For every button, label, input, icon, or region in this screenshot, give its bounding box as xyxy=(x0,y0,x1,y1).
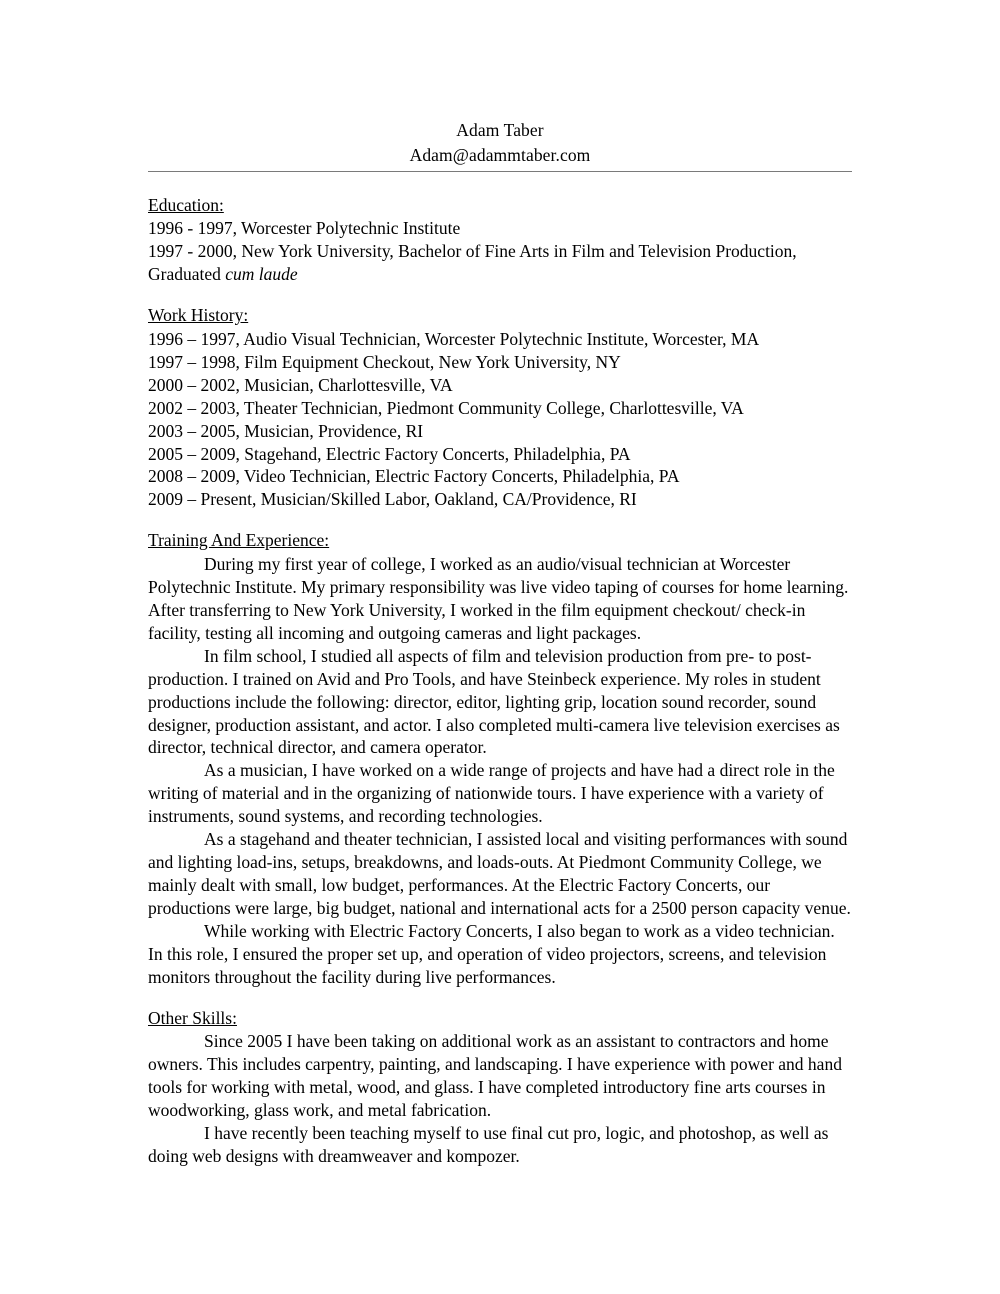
applicant-email: Adam@adammtaber.com xyxy=(409,144,591,165)
other-skills-paragraph: I have recently been teaching myself to use final cut pro, logic, and photoshop, as well as doing web designs with dreamweaver and kompozer. xyxy=(148,1123,829,1166)
training-heading: Training And Experience: xyxy=(148,530,330,551)
education-line: 1996 - 1997, Worcester Polytechnic Institute xyxy=(148,218,461,239)
training-paragraph: As a stagehand and theater technician, I assisted local and visiting performances with sound and lighting load-ins, setups, breakdowns, and loads-outs. At Piedmont Community College, we mainly dealt with small, low budget, performances. At the Electric Factory Concerts, our productions were large, big budget, national and international acts for a 2500 person capacity venue. xyxy=(148,829,851,918)
section-other-skills xyxy=(148,1007,852,1168)
section-training-and-experience xyxy=(148,529,852,988)
work-history-item: 2002 – 2003, Theater Technician, Piedmont Community College, Charlottesville, VA xyxy=(148,397,744,418)
training-paragraph: During my first year of college, I worked as an audio/visual technician at Worcester Polytechnic Institute. My primary responsibility was live video taping of courses for home learning. After transferring to New York University, I worked in the film equipment checkout/ check-in facility, testing all incoming and outgoing cameras and light packages. xyxy=(148,554,849,643)
applicant-name: Adam Taber xyxy=(456,120,544,140)
training-paragraph: In film school, I studied all aspects of film and television production from pre- to post-production. I trained on Avid and Pro Tools, and have Steinbeck experience. My roles in student productions include the following: director, editor, lighting grip, location sound recorder, sound designer, production assistant, and actor. I also completed multi-camera live television exercises as director, technical director, and camera operator. xyxy=(148,645,840,758)
work-history-item: 2003 – 2005, Musician, Providence, RI xyxy=(148,420,424,441)
work-history-item: 1997 – 1998, Film Equipment Checkout, New York University, NY xyxy=(148,351,621,372)
education-heading: Education: xyxy=(148,194,224,215)
education-line xyxy=(148,263,852,286)
work-history-item: 2005 – 2009, Stagehand, Electric Factory Concerts, Philadelphia, PA xyxy=(148,443,631,464)
work-history-item: 1996 – 1997, Audio Visual Technician, Worcester Polytechnic Institute, Worcester, MA xyxy=(148,328,760,349)
training-paragraph: As a musician, I have worked on a wide range of projects and have had a direct role in the writing of material and in the organizing of nationwide tours. I have experience with a variety of instruments, sound systems, and recording technologies. xyxy=(148,760,835,827)
education-line: 1997 - 2000, New York University, Bachelor of Fine Arts in Film and Television Production, xyxy=(148,241,797,262)
header-divider xyxy=(148,171,852,172)
work-history-heading: Work History: xyxy=(148,305,249,326)
section-work-history xyxy=(148,304,852,511)
work-history-item: 2008 – 2009, Video Technician, Electric Factory Concerts, Philadelphia, PA xyxy=(148,466,680,487)
work-history-item: 2000 – 2002, Musician, Charlottesville, VA xyxy=(148,374,453,395)
training-paragraph: While working with Electric Factory Concerts, I also began to work as a video technician. In this role, I ensured the proper set up, and operation of video projectors, screens, and television monitors throughout the facility during live performances. xyxy=(148,920,835,987)
other-skills-heading: Other Skills: xyxy=(148,1007,237,1028)
education-graduated-label: Graduated xyxy=(148,264,226,285)
education-honors: cum laude xyxy=(225,264,298,285)
document-header xyxy=(148,118,852,168)
work-history-item: 2009 – Present, Musician/Skilled Labor, Oakland, CA/Providence, RI xyxy=(148,489,637,510)
other-skills-paragraph: Since 2005 I have been taking on additional work as an assistant to contractors and home owners. This includes carpentry, painting, and landscaping. I have experience with power and hand tools for working with metal, wood, and glass. I have completed introductory fine arts courses in woodworking, glass work, and metal fabrication. xyxy=(148,1031,842,1121)
section-education xyxy=(148,194,852,287)
